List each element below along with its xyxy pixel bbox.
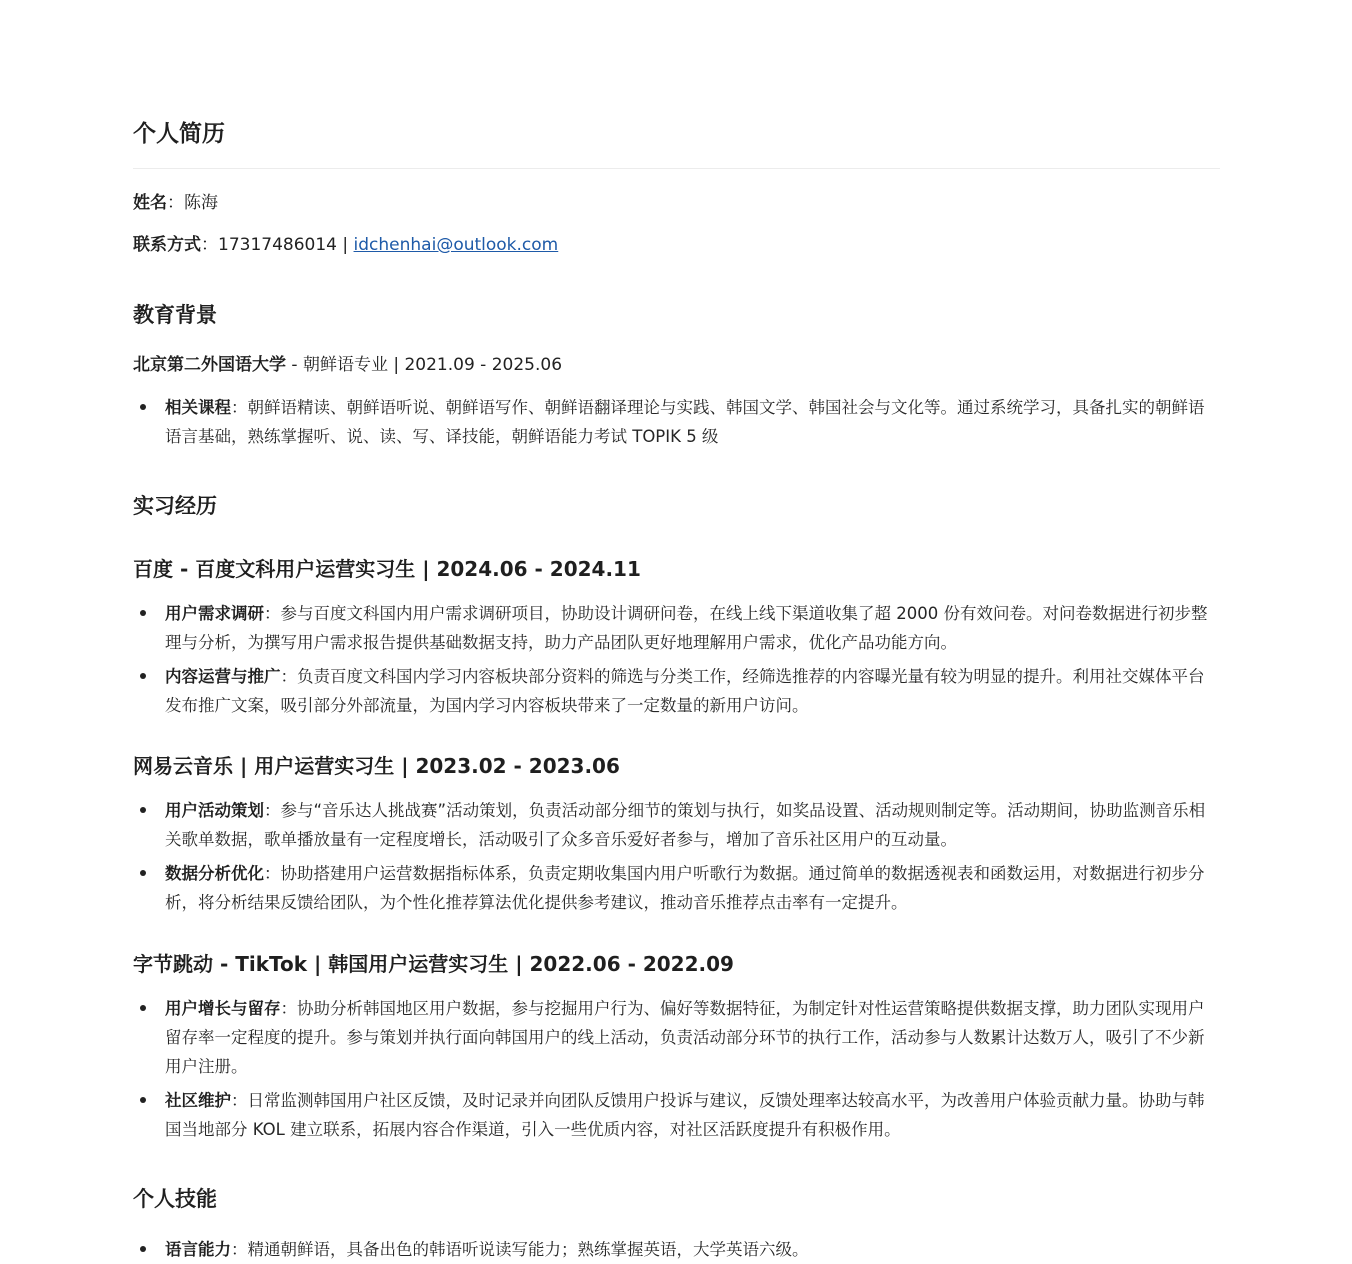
list-item: 用户需求调研：参与百度文科国内用户需求调研项目，协助设计调研问卷，在线上线下渠道收集了超 2000 份有效问卷。对问卷数据进行初步整理与分析，为撰写用户需求报告提供基础数据支持，助力产品团队更好地理解用户需求，优化产品功能方向。: [165, 599, 1215, 657]
school-detail: - 朝鲜语专业 | 2021.09 - 2025.06: [286, 355, 563, 375]
name-label: 姓名: [133, 193, 167, 213]
title-divider: [133, 168, 1220, 169]
list-item: 社区维护：日常监测韩国用户社区反馈，及时记录并向团队反馈用户投诉与建议，反馈处理率达较高水平，为改善用户体验贡献力量。协助与韩国当地部分 KOL 建立联系，拓展内容合作渠道，引入一些优质内容，对社区活跃度提升有积极作用。: [165, 1086, 1215, 1144]
list-item: 用户活动策划：参与“音乐达人挑战赛”活动策划，负责活动部分细节的策划与执行，如奖品设置、活动规则制定等。活动期间，协助监测音乐相关歌单数据，歌单播放量有一定程度增长，活动吸引了众多音乐爱好者参与，增加了音乐社区用户的互动量。: [165, 796, 1215, 854]
page-title: 个人简历: [133, 121, 225, 147]
name-line: 姓名：陈海: [133, 193, 218, 213]
list-item: 内容运营与推广：负责百度文科国内学习内容板块部分资料的筛选与分类工作，经筛选推荐的内容曝光量有较为明显的提升。利用社交媒体平台发布推广文案，吸引部分外部流量，为国内学习内容板块带来了一定数量的新用户访问。: [165, 662, 1215, 720]
contact-label: 联系方式: [133, 235, 201, 255]
contact-line: 联系方式：17317486014 | idchenhai@outlook.com: [133, 235, 559, 255]
list-item: 语言能力：精通朝鲜语，具备出色的韩语听说读写能力；熟练掌握英语，大学英语六级。: [165, 1235, 1215, 1264]
job-title-netease: 网易云音乐 | 用户运营实习生 | 2023.02 - 2023.06: [133, 754, 620, 778]
job-title-baidu: 百度 - 百度文科用户运营实习生 | 2024.06 - 2024.11: [133, 557, 641, 581]
list-item: 数据分析优化：协助搭建用户运营数据指标体系，负责定期收集国内用户听歌行为数据。通过简单的数据透视表和函数运用，对数据进行初步分析，将分析结果反馈给团队，为个性化推荐算法优化提供参考建议，推动音乐推荐点击率有一定提升。: [165, 859, 1215, 917]
list-item: 用户增长与留存：协助分析韩国地区用户数据，参与挖掘用户行为、偏好等数据特征，为制定针对性运营策略提供数据支撑，助力团队实现用户留存率一定程度的提升。参与策划并执行面向韩国用户的线上活动，负责活动部分环节的执行工作，活动参与人数累计达数万人，吸引了不少新用户注册。: [165, 994, 1215, 1081]
school-name: 北京第二外国语大学: [133, 355, 286, 375]
email-link[interactable]: idchenhai@outlook.com: [353, 235, 559, 255]
internship-heading: 实习经历: [133, 494, 217, 518]
name-value: 陈海: [184, 193, 218, 213]
education-heading: 教育背景: [133, 303, 217, 327]
phone-number: 17317486014: [218, 235, 337, 255]
list-item-courses: 相关课程：朝鲜语精读、朝鲜语听说、朝鲜语写作、朝鲜语翻译理论与实践、韩国文学、韩国社会与文化等。通过系统学习，具备扎实的朝鲜语语言基础，熟练掌握听、说、读、写、译技能，朝鲜语能力考试 TOPIK 5 级: [165, 393, 1215, 451]
skills-heading: 个人技能: [133, 1187, 217, 1211]
job-title-bytedance: 字节跳动 - TikTok | 韩国用户运营实习生 | 2022.06 - 2022.09: [133, 952, 734, 976]
school-line: [133, 352, 562, 378]
